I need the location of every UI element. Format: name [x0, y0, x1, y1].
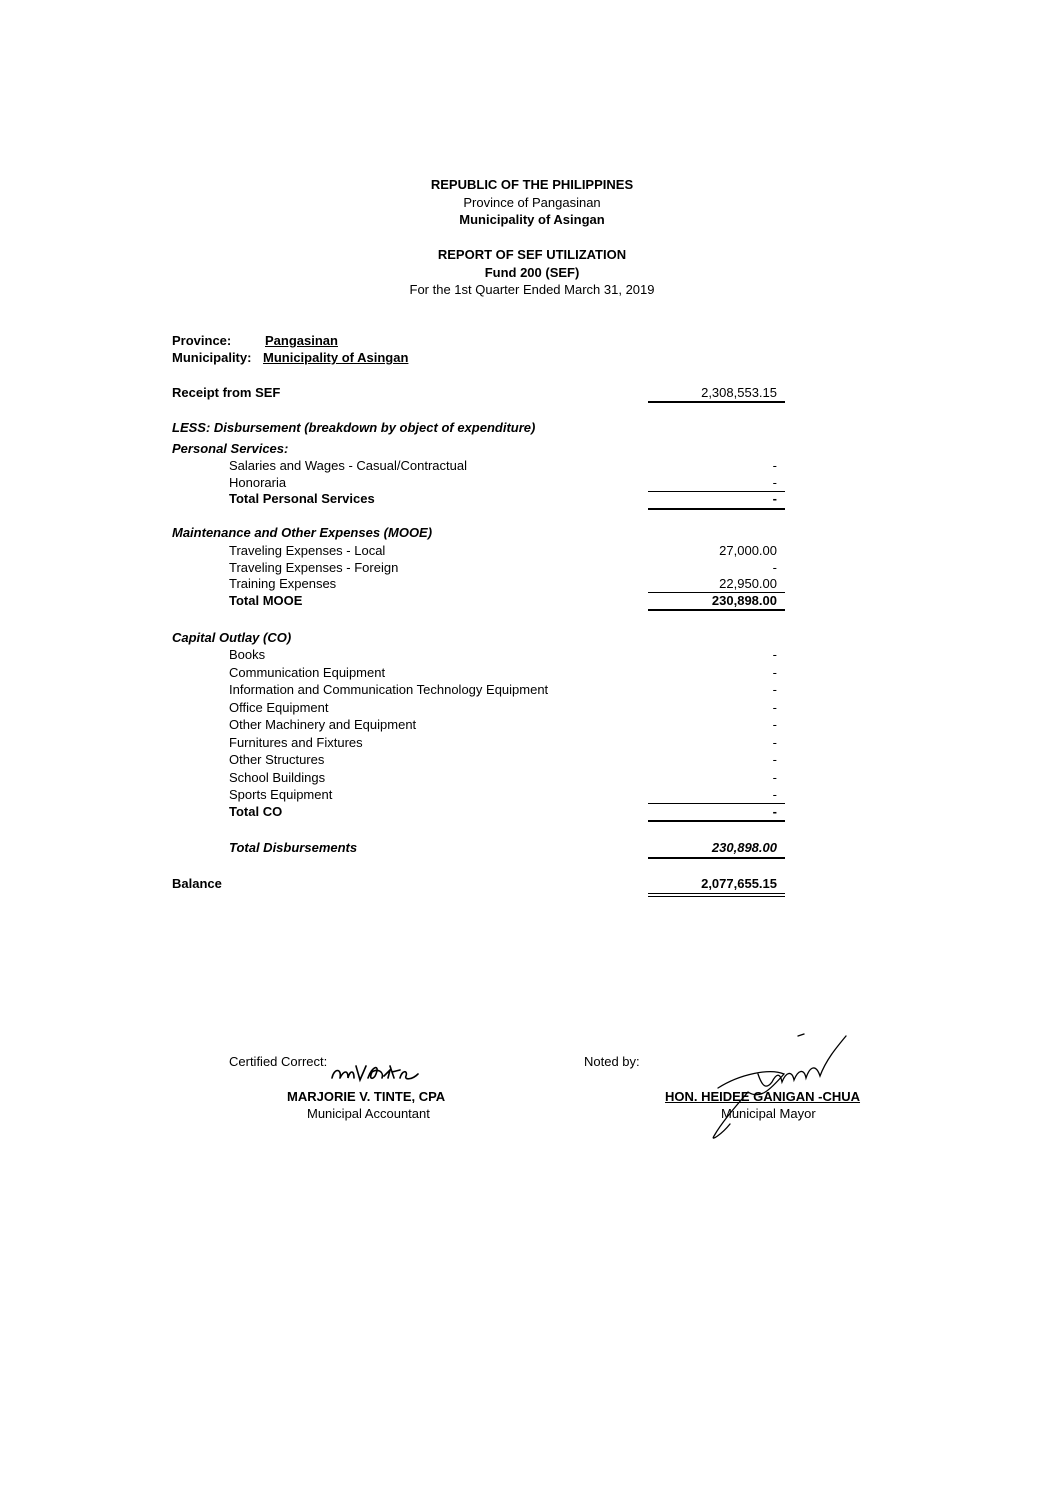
co-item-label: Books — [229, 647, 266, 662]
fund-label: Fund 200 (SEF) — [484, 265, 580, 280]
ps-total-rule — [648, 508, 785, 510]
mooe-total-amount: 230,898.00 — [711, 593, 777, 608]
co-item-label: Furnitures and Fixtures — [229, 735, 363, 750]
co-item-label: Other Structures — [229, 752, 325, 767]
co-total-rule — [648, 820, 785, 822]
ps-item-amount: - — [772, 475, 777, 490]
mayor-title: Municipal Mayor — [721, 1106, 816, 1121]
mooe-item-label: Traveling Expenses - Local — [229, 543, 386, 558]
mayor-signature — [700, 1030, 860, 1145]
personal-services-heading: Personal Services: — [172, 441, 289, 456]
mooe-total-rule — [648, 609, 785, 611]
total-disbursements-amount: 230,898.00 — [711, 840, 777, 855]
co-total-amount: - — [772, 804, 777, 819]
co-item-amount: - — [772, 717, 777, 732]
total-disbursements-label: Total Disbursements — [229, 840, 358, 855]
co-item-label: Communication Equipment — [229, 665, 386, 680]
total-disbursements-rule — [648, 857, 785, 859]
receipt-amount: 2,308,553.15 — [701, 385, 777, 400]
report-title: REPORT OF SEF UTILIZATION — [437, 247, 627, 262]
co-item-label: Sports Equipment — [229, 787, 333, 802]
receipt-label: Receipt from SEF — [172, 385, 281, 400]
co-item-amount: - — [772, 752, 777, 767]
mooe-item-amount: - — [772, 560, 777, 575]
co-heading: Capital Outlay (CO) — [172, 630, 292, 645]
noted-by-label: Noted by: — [584, 1054, 640, 1069]
ps-item-amount: - — [772, 458, 777, 473]
ps-item-label: Salaries and Wages - Casual/Contractual — [229, 458, 467, 473]
province-value: Pangasinan — [265, 333, 338, 348]
mooe-item-amount: 22,950.00 — [719, 576, 777, 591]
municipality-heading: Municipality of Asingan — [459, 212, 605, 227]
co-item-amount: - — [772, 770, 777, 785]
less-disbursement-label: LESS: Disbursement (breakdown by object of expenditure) — [172, 420, 536, 435]
mooe-total-label: Total MOOE — [229, 593, 303, 608]
accountant-name: MARJORIE V. TINTE, CPA — [287, 1089, 446, 1104]
accountant-title: Municipal Accountant — [307, 1106, 430, 1121]
mooe-item-label: Traveling Expenses - Foreign — [229, 560, 399, 575]
province-label: Province: — [172, 333, 232, 348]
co-item-label: Other Machinery and Equipment — [229, 717, 417, 732]
co-item-label: Office Equipment — [229, 700, 329, 715]
receipt-rule — [648, 401, 785, 403]
co-item-amount: - — [772, 787, 777, 802]
ps-item-label: Honoraria — [229, 475, 287, 490]
co-item-amount: - — [772, 735, 777, 750]
co-total-label: Total CO — [229, 804, 283, 819]
co-item-amount: - — [772, 647, 777, 662]
report-period: For the 1st Quarter Ended March 31, 2019 — [409, 282, 655, 297]
balance-rule-top — [648, 893, 785, 894]
balance-rule-bottom — [648, 896, 785, 897]
co-item-label: Information and Communication Technology Equipment — [229, 682, 549, 697]
mooe-heading: Maintenance and Other Expenses (MOOE) — [172, 525, 433, 540]
balance-label: Balance — [172, 876, 222, 891]
co-item-amount: - — [772, 700, 777, 715]
co-item-label: School Buildings — [229, 770, 326, 785]
municipality-value: Municipality of Asingan — [263, 350, 409, 365]
mooe-item-label: Training Expenses — [229, 576, 337, 591]
municipality-label: Municipality: — [172, 350, 252, 365]
province-heading: Province of Pangasinan — [463, 195, 601, 210]
balance-amount: 2,077,655.15 — [701, 876, 777, 891]
ps-total-label: Total Personal Services — [229, 491, 375, 506]
co-item-amount: - — [772, 682, 777, 697]
co-item-amount: - — [772, 665, 777, 680]
ps-total-amount: - — [772, 491, 777, 506]
republic-heading: REPUBLIC OF THE PHILIPPINES — [430, 177, 634, 192]
mayor-name: HON. HEIDEE GANIGAN -CHUA — [665, 1089, 861, 1104]
mooe-item-amount: 27,000.00 — [719, 543, 777, 558]
certified-correct-label: Certified Correct: — [229, 1054, 328, 1069]
accountant-signature — [328, 1058, 424, 1086]
